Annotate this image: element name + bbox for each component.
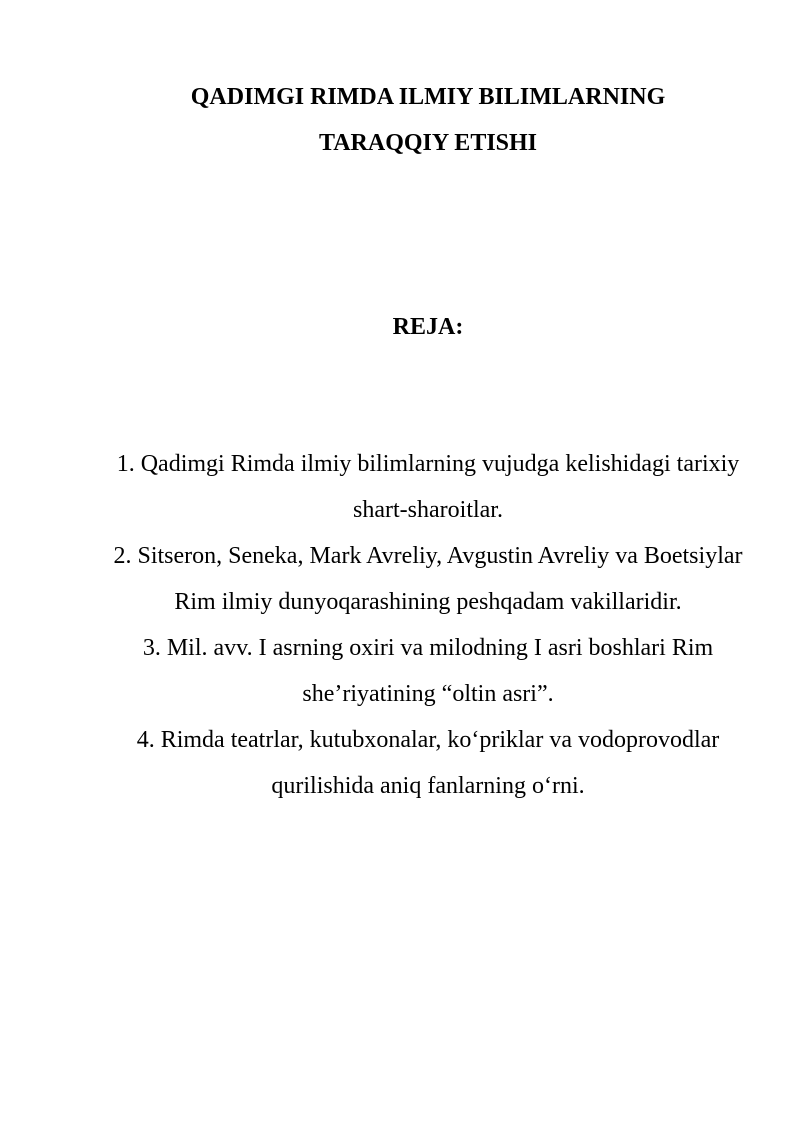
document-title-line-2: TARAQQIY ETISHI: [318, 130, 538, 156]
plan-heading: REJA:: [392, 314, 464, 340]
document-title: [90, 74, 766, 166]
plan-item-3: 3. Mil. avv. I asrning oxiri va milodning I asri boshlari Rim she’riyatining “oltin asri”.: [142, 635, 714, 707]
plan-item-4: 4. Rimda teatrlar, kutubxonalar, ko‘priklar va vodoprovodlar qurilishida aniq fanlarning o‘rni.: [136, 727, 720, 799]
plan-list: [100, 441, 756, 809]
plan-item-2: 2. Sitseron, Seneka, Mark Avreliy, Avgustin Avreliy va Boetsiylar Rim ilmiy dunyoqarashining peshqadam vakillaridir.: [113, 543, 743, 615]
plan-item-1: 1. Qadimgi Rimda ilmiy bilimlarning vujudga kelishidagi tarixiy shart-sharoitlar.: [116, 451, 740, 523]
document-title-line-1: QADIMGI RIMDA ILMIY BILIMLARNING: [190, 84, 666, 110]
